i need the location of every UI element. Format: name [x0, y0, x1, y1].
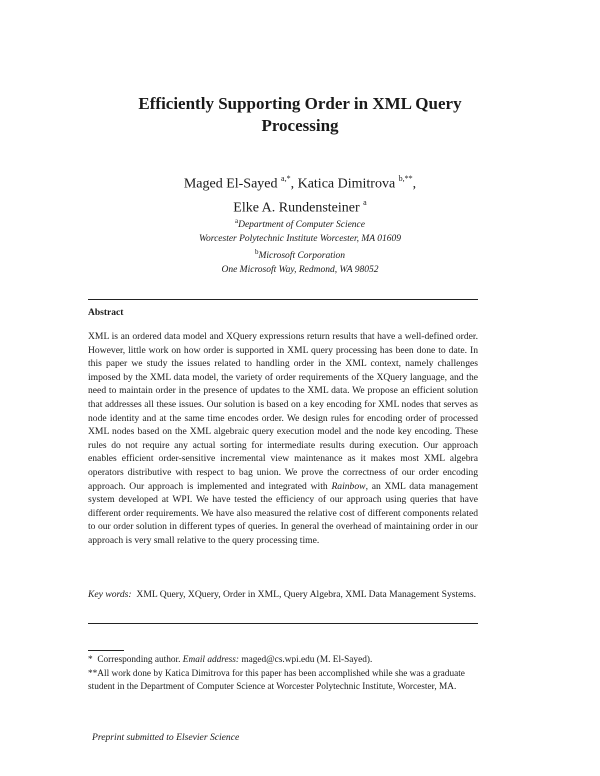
affiliation-dept: Microsoft Corporation [258, 251, 345, 262]
affiliation-place: One Microsoft Way, Redmond, WA 98052 [221, 265, 379, 276]
abstract-top-rule [88, 299, 478, 300]
affiliation-mark: a [234, 217, 239, 225]
affiliation-place: Worcester Polytechnic Institute Worcester, MA 01609 [198, 234, 402, 245]
author-name: Katica Dimitrova [297, 176, 396, 192]
author-affiliation-mark: a [363, 197, 367, 207]
keywords-label: Key words: [88, 589, 132, 600]
footnote-1: * Corresponding author. Email address: maged@cs.wpi.edu (M. El-Sayed). [88, 655, 373, 665]
paper-title [0, 93, 600, 137]
footnote-rule [88, 650, 124, 651]
affiliation-a [0, 214, 600, 246]
author-list [0, 170, 600, 217]
affiliation-mark: b [255, 248, 259, 256]
author-name: Elke A. Rundensteiner [233, 200, 360, 216]
abstract-heading: Abstract [88, 308, 124, 318]
authors-line-1: Maged El-Sayed $^{a,*}$, Katica Dimitrova $^{b,**}$, [183, 174, 417, 192]
affiliation-dept: Department of Computer Science [238, 220, 365, 231]
author-affiliation-mark: a,* [281, 174, 291, 183]
abstract-text: XML is an ordered data model and XQuery expressions return results that have a well-defined order. However, little work on how order is supported in XML query processing has been done to date. In this paper we study the issues related to handling order in the XML context, namely challenges imposed by the XML data model, the variety of order requirements of the XQuery language, and the need to maintain order in the presence of updates to the XML data. We propose an efficient solution that addresses all these issues. Our solution is based on a key encoding for XML nodes that serves as node identity and at the same time encodes order. We design rules for encoding order of processed XML nodes based on the XML algebraic query execution model and the node key encoding. These rules do not require any actual sorting for intermediate results during execution. Our approach enables efficient order-sensitive incremental view maintenance as it makes most XML algebra operators distributive with respect to bag union. We prove the correctness of our order encoding approach. Our approach is implemented and integrated with Rainbow, an XML data management system developed at WPI. We have tested the efficiency of our approach using queries that have different order requirements. We have also measured the relative cost of different components related to our order solution in different types of queries. In general the overhead of maintaining order in our approach is very small relative to the query processing time. [88, 331, 478, 546]
footnote-2: **All work done by Katica Dimitrova for this paper has been accomplished while she was a graduate student in the Department of Computer Science at Worcester Polytechnic Institute, Worcester, MA. [88, 668, 465, 693]
preprint-notice: Preprint submitted to Elsevier Science [92, 732, 240, 743]
title-line-2: Processing [261, 116, 339, 135]
title-line-1: Efficiently Supporting Order in XML Query [138, 94, 462, 113]
system-name: Rainbow [331, 480, 366, 492]
author-affiliation-mark: b,** [398, 174, 413, 183]
footnotes [88, 654, 488, 695]
email-address: maged@cs.wpi.edu (M. El-Sayed). [241, 655, 373, 665]
keywords [88, 588, 478, 602]
affiliation-b [0, 245, 600, 277]
abstract-bottom-rule [88, 623, 478, 624]
keywords-text: XML Query, XQuery, Order in XML, Query Algebra, XML Data Management Systems. [136, 589, 477, 600]
author-name: Maged El-Sayed [183, 176, 278, 192]
